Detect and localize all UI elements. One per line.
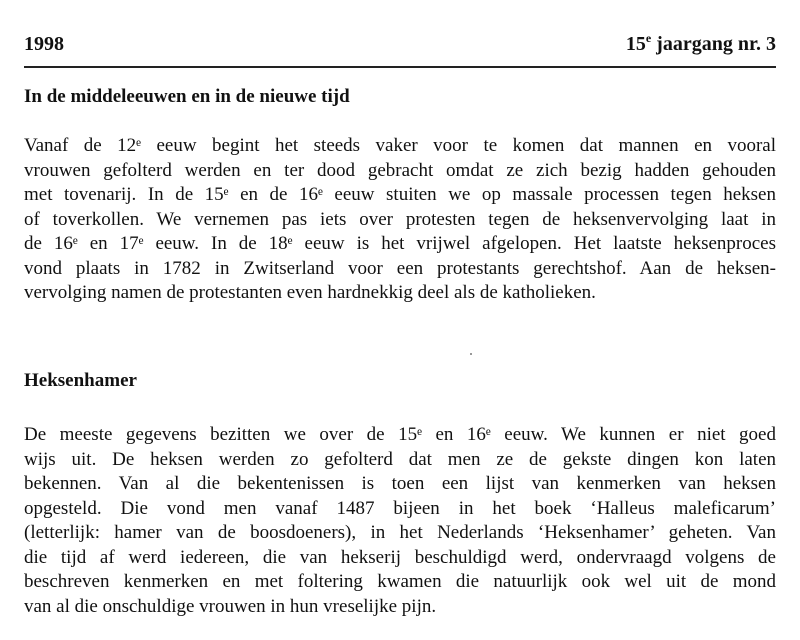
paragraph-line: (letterlijk: hamer van de boosdoeners), in het Nederlands ‘Heksenhamer’ geheten. Van: [24, 522, 776, 543]
paragraph-line: vervolging namen de protestanten even hardnekkig deel als de katholieken.: [24, 282, 596, 303]
section-paragraph: [24, 423, 776, 619]
paragraph-line: die tijd af werd iedereen, die van hekserij beschuldigd werd, ondervraagd volgens de: [24, 546, 776, 568]
issue-text: jaargang nr. 3: [651, 33, 776, 55]
issue-number: 15: [625, 33, 646, 55]
header-year: 1998: [24, 33, 64, 55]
paragraph-line: vrouwen gefolterd werden en ter dood gebracht omdat ze zich bezig hadden gehouden: [24, 159, 776, 181]
paragraph-line: bekennen. Van al die bekentenissen is toen een lijst van kenmerken van heksen: [24, 473, 776, 494]
section-heading: In de middeleeuwen en in de nieuwe tijd: [24, 86, 350, 107]
paragraph-line: wijs uit. De heksen werden zo gefolterd dat men ze de gekste dingen kon laten: [24, 448, 776, 470]
scan-speck: [470, 353, 472, 355]
paragraph-line: vond plaats in 1782 in Zwitserland voor een protestants gerechtshof. Aan de heksen-: [24, 257, 776, 279]
paragraph-line: opgesteld. Die vond men vanaf 1487 bijeen in het boek ‘Halleus maleficarum’: [24, 497, 776, 519]
header-issue: [626, 33, 776, 56]
issue-superscript: e: [645, 31, 652, 45]
paragraph-line: van al die onschuldige vrouwen in hun vreselijke pijn.: [24, 595, 437, 617]
paragraph-line: of toverkollen. We vernemen pas iets over protesten tegen de heksenvervolging laat in: [24, 208, 776, 230]
section-heading: Heksenhamer: [24, 370, 137, 391]
paragraph-line: met tovenarij. In de 15ᵉ en de 16ᵉ eeuw stuiten we op massale processen tegen heksen: [24, 184, 776, 205]
header-rule: [24, 66, 776, 68]
paragraph-line: beschreven kenmerken en met foltering kwamen die natuurlijk ook wel uit de mond: [24, 571, 776, 592]
paragraph-line: de 16ᵉ en 17ᵉ eeuw. In de 18ᵉ eeuw is het vrijwel afgelopen. Het laatste heksenproces: [24, 233, 776, 254]
section-paragraph: [24, 134, 776, 306]
paragraph-line: De meeste gegevens bezitten we over de 15ᵉ en 16ᵉ eeuw. We kunnen er niet goed: [24, 424, 776, 445]
paragraph-line: Vanaf de 12ᵉ eeuw begint het steeds vaker voor te komen dat mannen en vooral: [24, 135, 776, 156]
page-header: [24, 33, 776, 61]
